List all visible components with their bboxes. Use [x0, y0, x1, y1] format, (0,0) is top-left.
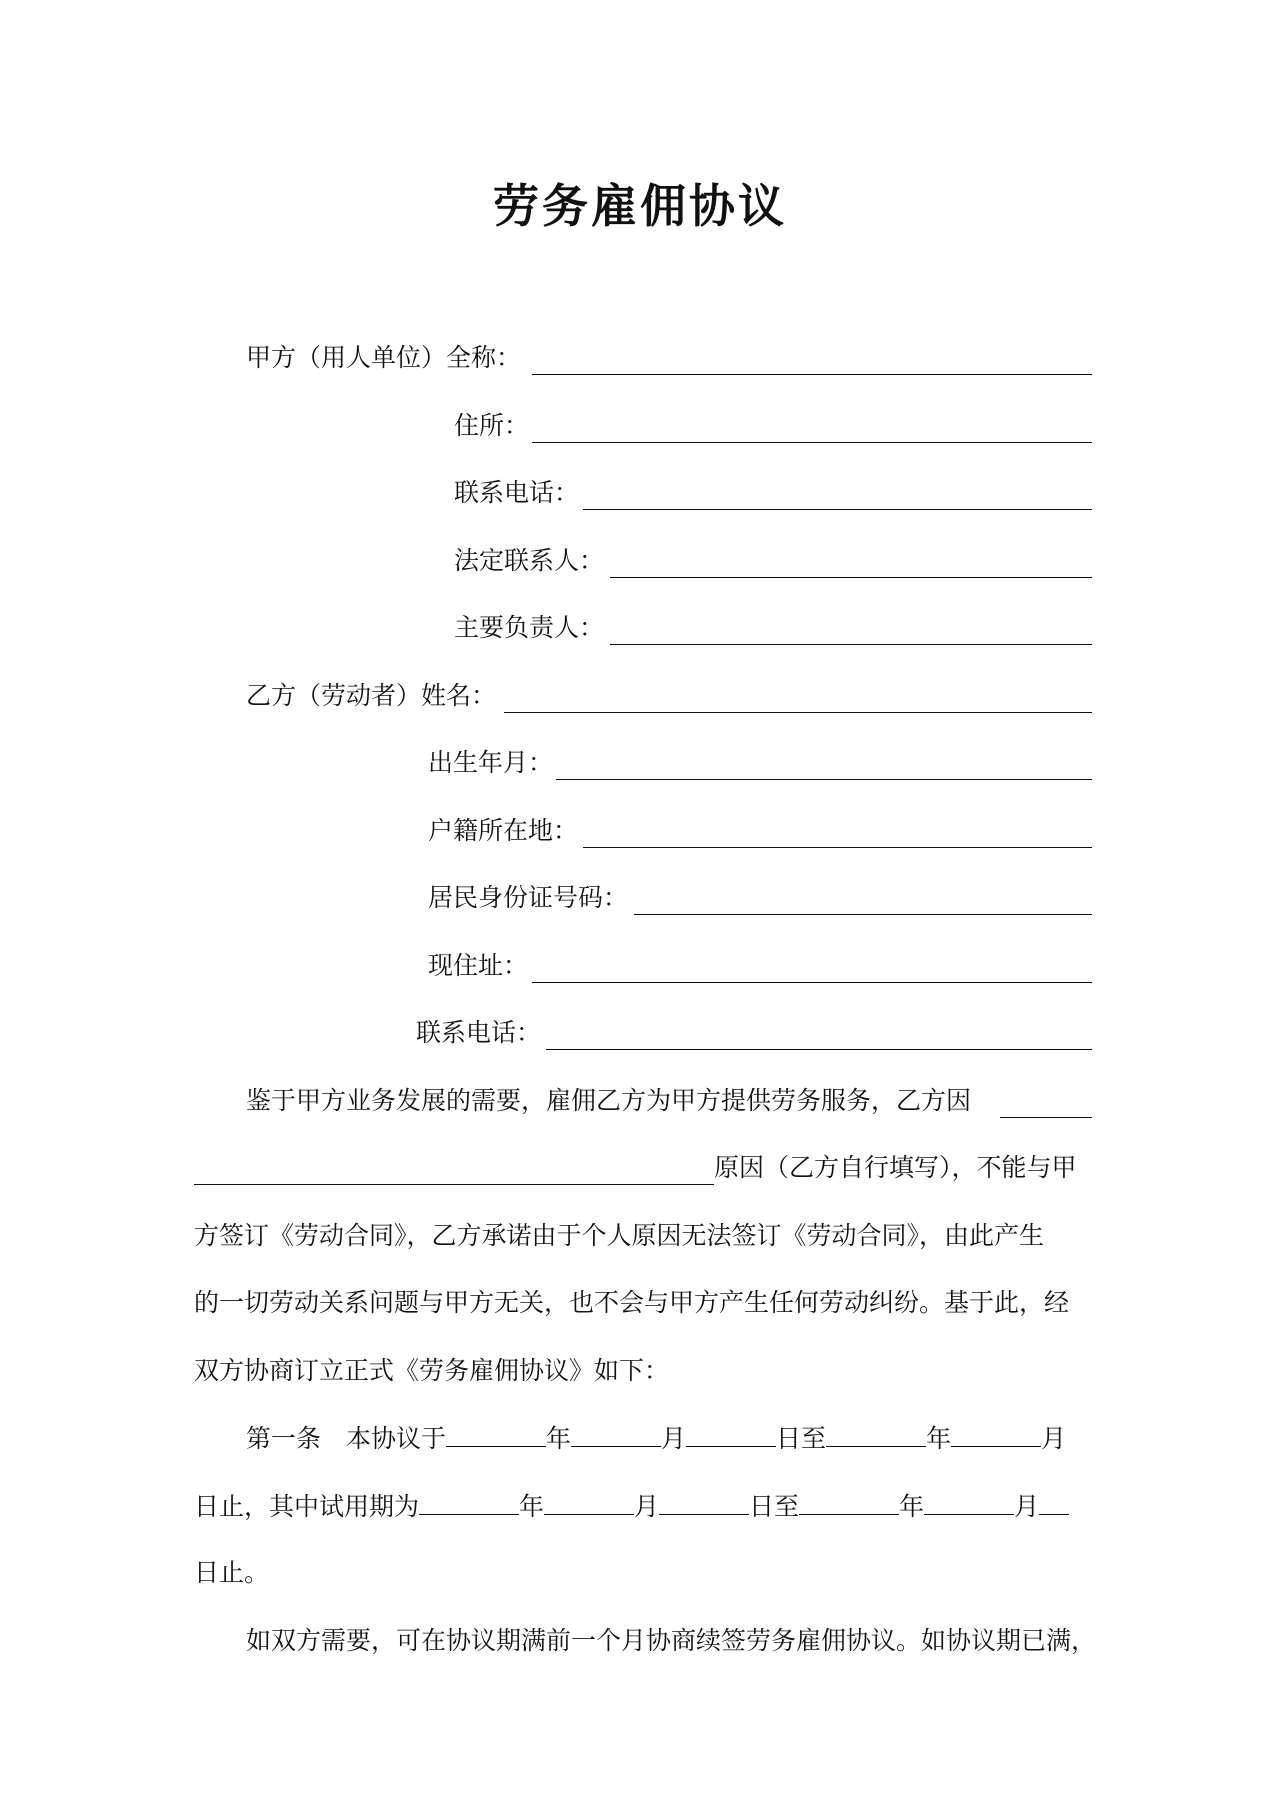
year-label: 年 — [899, 1492, 925, 1521]
preamble-line-1: 鉴于甲方业务发展的需要，雇佣乙方为甲方提供劳务服务，乙方因 — [246, 1086, 972, 1115]
party-b-name-label: 乙方（劳动者）姓名： — [246, 681, 497, 710]
term-end-month-field[interactable] — [951, 1420, 1041, 1447]
article-1-line-2 — [194, 1488, 1069, 1525]
month-label: 月 — [1041, 1424, 1067, 1453]
article-1-prefix: 第一条 本协议于 — [246, 1424, 447, 1453]
probation-end-year-field[interactable] — [799, 1488, 899, 1515]
reason-field-part-1[interactable] — [1000, 1117, 1092, 1118]
preamble-line-4: 的一切劳动关系问题与甲方无关，也不会与甲方产生任何劳动纠纷。基于此，经 — [194, 1288, 1070, 1317]
day-to-label: 日至 — [776, 1424, 827, 1453]
probation-end-month-field[interactable] — [924, 1488, 1014, 1515]
party-b-name-field[interactable] — [504, 712, 1092, 713]
month-label: 月 — [634, 1492, 660, 1521]
party-a-address-label: 住所： — [454, 411, 530, 440]
day-to-label: 日至 — [749, 1492, 800, 1521]
party-b-current-address-field[interactable] — [532, 982, 1092, 983]
party-b-id-number-field[interactable] — [634, 914, 1092, 915]
probation-start-month-field[interactable] — [544, 1488, 634, 1515]
month-label: 月 — [1014, 1492, 1040, 1521]
year-label: 年 — [519, 1492, 545, 1521]
year-label: 年 — [926, 1424, 952, 1453]
month-label: 月 — [661, 1424, 687, 1453]
term-end-year-field[interactable] — [826, 1420, 926, 1447]
party-a-phone-label: 联系电话： — [454, 478, 580, 507]
term-start-month-field[interactable] — [571, 1420, 661, 1447]
party-b-phone-field[interactable] — [546, 1049, 1092, 1050]
party-a-legal-contact-label: 法定联系人： — [454, 546, 605, 575]
renewal-clause: 如双方需要，可在协议期满前一个月协商续签劳务雇佣协议。如协议期已满， — [246, 1626, 1097, 1655]
party-a-phone-field[interactable] — [583, 509, 1092, 510]
reason-field-part-2[interactable] — [194, 1184, 714, 1185]
document-title: 劳务雇佣协议 — [493, 179, 787, 233]
article-1-line-1 — [246, 1420, 1066, 1457]
party-a-full-name-field[interactable] — [532, 374, 1092, 375]
probation-start-day-field[interactable] — [659, 1488, 749, 1515]
party-b-phone-label: 联系电话： — [416, 1018, 542, 1047]
party-a-principal-label: 主要负责人： — [454, 613, 605, 642]
party-a-full-name-label: 甲方（用人单位）全称： — [246, 343, 522, 372]
article-1-line-2-prefix: 日止，其中试用期为 — [194, 1492, 420, 1521]
party-b-birth-label: 出生年月： — [428, 748, 554, 777]
preamble-line-2: 原因（乙方自行填写），不能与甲 — [714, 1153, 1077, 1182]
party-a-legal-contact-field[interactable] — [610, 577, 1092, 578]
preamble-line-3: 方签订《劳动合同》，乙方承诺由于个人原因无法签订《劳动合同》，由此产生 — [194, 1221, 1045, 1250]
term-start-year-field[interactable] — [446, 1420, 546, 1447]
party-b-household-label: 户籍所在地： — [428, 816, 579, 845]
party-b-birth-field[interactable] — [556, 779, 1092, 780]
probation-end-day-field[interactable] — [1039, 1488, 1069, 1515]
party-a-address-field[interactable] — [532, 442, 1092, 443]
party-b-current-address-label: 现住址： — [428, 951, 529, 980]
term-start-day-field[interactable] — [686, 1420, 776, 1447]
article-1-line-3: 日止。 — [194, 1558, 270, 1587]
year-label: 年 — [546, 1424, 572, 1453]
party-b-id-number-label: 居民身份证号码： — [428, 883, 629, 912]
party-a-principal-field[interactable] — [610, 644, 1092, 645]
preamble-line-5: 双方协商订立正式《劳务雇佣协议》如下： — [194, 1356, 670, 1385]
party-b-household-field[interactable] — [583, 847, 1092, 848]
probation-start-year-field[interactable] — [419, 1488, 519, 1515]
